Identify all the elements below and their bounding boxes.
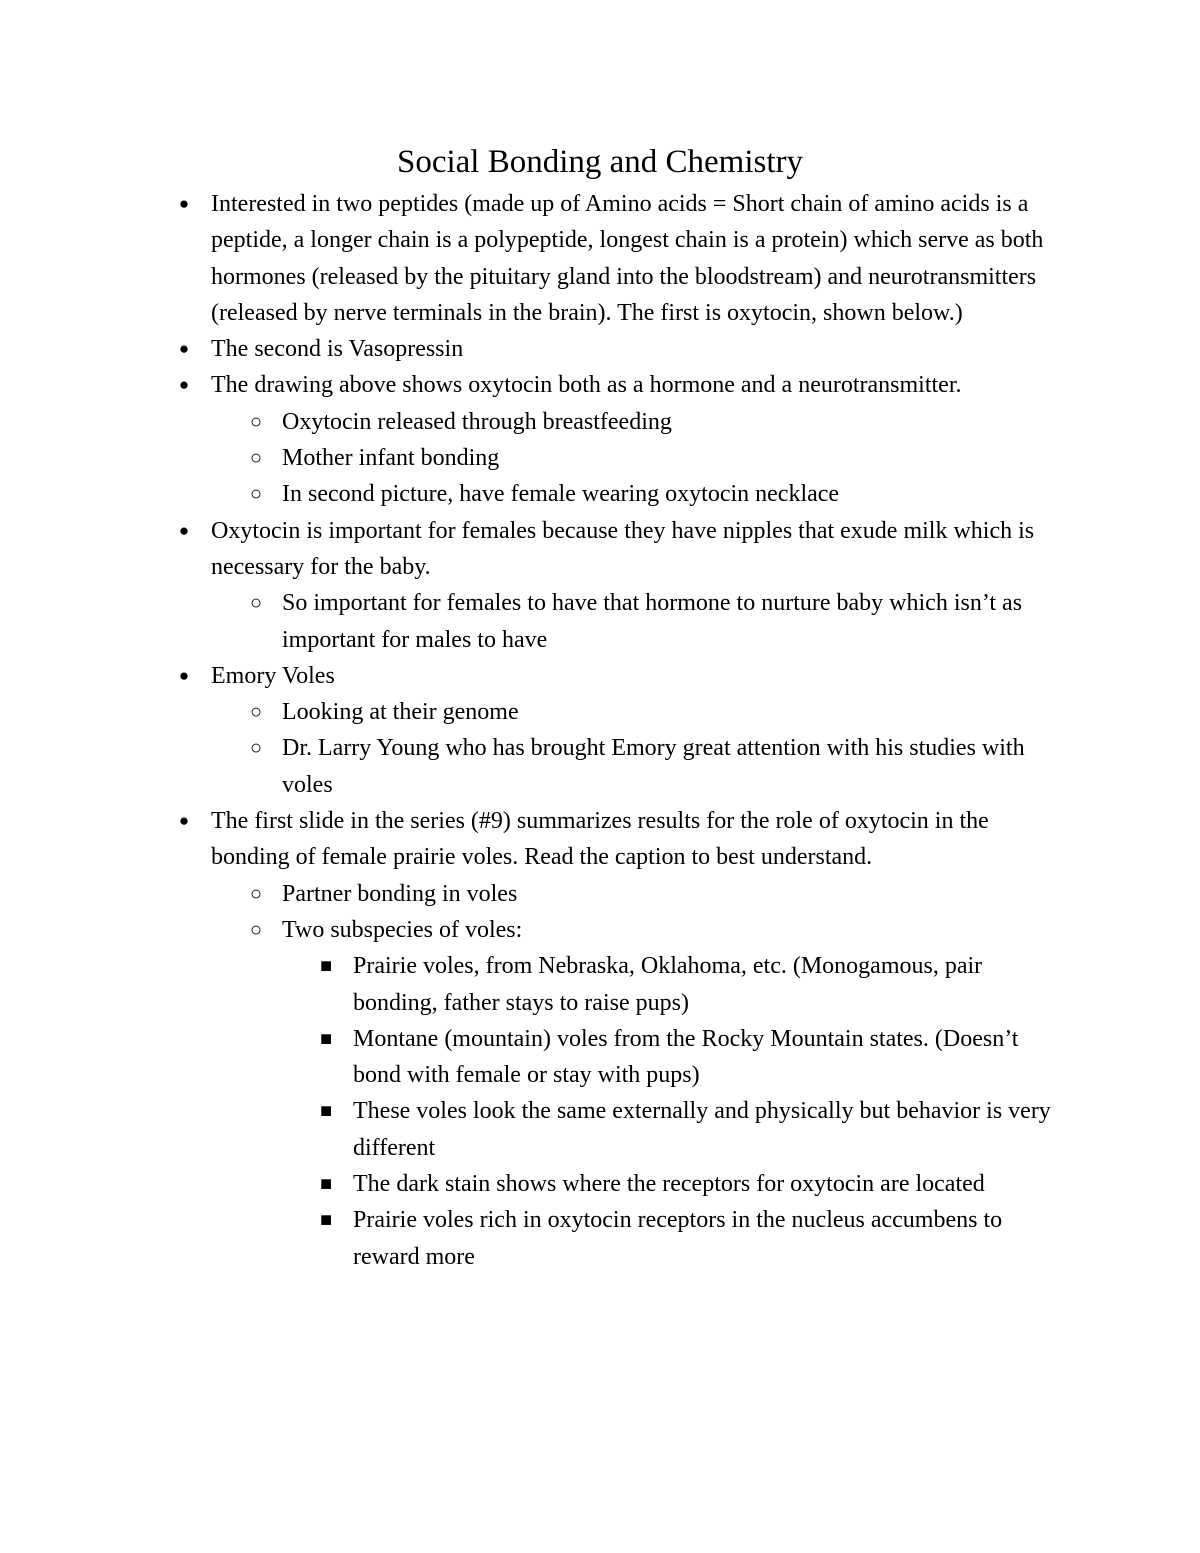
list-item — [0, 730, 1062, 803]
list-item — [0, 404, 1062, 440]
bullet-hollow-circle-icon: ○ — [249, 592, 263, 615]
list-item — [0, 658, 1061, 694]
bullet-filled-square-icon: ■ — [319, 955, 333, 978]
list-item — [0, 912, 1062, 948]
list-item — [0, 367, 1061, 403]
bullet-filled-circle-icon: ● — [178, 811, 190, 831]
bullet-filled-circle-icon: ● — [178, 194, 190, 213]
list-item — [0, 876, 1062, 912]
bullet-hollow-circle-icon: ○ — [249, 882, 263, 905]
list-item-text: These voles look the same externally and physically but behavior is very different — [353, 1098, 1051, 1161]
list-item — [0, 440, 1062, 476]
list-item-text: Montane (mountain) voles from the Rocky Mountain states. (Doesn’t bond with female or stay with pups) — [353, 1025, 1019, 1089]
bullet-filled-square-icon: ■ — [319, 1027, 333, 1050]
bullet-hollow-circle-icon: ○ — [249, 483, 263, 506]
bullet-hollow-circle-icon: ○ — [249, 410, 263, 433]
list-item — [0, 1202, 1053, 1275]
list-item-text: The dark stain shows where the receptors for oxytocin are located — [353, 1171, 985, 1198]
list-item-text: The first slide in the series (#9) summarizes results for the role of oxytocin in the bonding of female prairie voles. Read the caption to best understand. — [211, 808, 989, 871]
list-item — [0, 948, 1053, 1021]
list-item-text: Prairie voles rich in oxytocin receptors in the nucleus accumbens to reward more — [353, 1207, 1003, 1270]
bullet-filled-square-icon: ■ — [319, 1209, 333, 1232]
bullet-filled-circle-icon: ● — [178, 375, 190, 395]
bullet-filled-circle-icon: ● — [178, 520, 190, 540]
list-item-text: The second is Vasopressin — [211, 336, 464, 363]
list-item-text: Oxytocin released through breastfeeding — [282, 408, 672, 435]
list-item-text: Prairie voles, from Nebraska, Oklahoma, etc. (Monogamous, pair bonding, father stays to raise pups) — [353, 953, 983, 1016]
list-item-text: In second picture, have female wearing oxytocin necklace — [282, 481, 840, 508]
list-item-text: Partner bonding in voles — [282, 880, 518, 907]
list-item — [0, 1093, 1053, 1166]
list-item — [0, 585, 1062, 658]
list-item — [0, 476, 1062, 512]
list-item-text: So important for females to have that hormone to nurture baby which isn’t as important for males to have — [282, 590, 1023, 653]
bullet-filled-circle-icon: ● — [178, 339, 190, 359]
list-item-text: Emory Voles — [211, 662, 335, 689]
list-item — [0, 803, 1061, 876]
bullet-hollow-circle-icon: ○ — [249, 701, 263, 724]
bullet-filled-square-icon: ■ — [319, 1100, 333, 1123]
bullet-hollow-circle-icon: ○ — [249, 737, 263, 760]
list-item-text: Dr. Larry Young who has brought Emory great attention with his studies with voles — [282, 735, 1025, 798]
bullet-filled-circle-icon: ● — [178, 665, 190, 685]
list-item-text: Oxytocin is important for females because they have nipples that exude milk which is necessary for the baby. — [211, 517, 1035, 580]
list-item — [0, 694, 1062, 730]
bullet-hollow-circle-icon: ○ — [249, 447, 263, 470]
list-item-text: Mother infant bonding — [282, 445, 500, 472]
bullet-filled-square-icon: ■ — [319, 1173, 333, 1196]
bullet-list — [0, 186, 1200, 1275]
list-item — [0, 331, 1061, 367]
list-item — [0, 1021, 1053, 1094]
bullet-hollow-circle-icon: ○ — [249, 918, 263, 941]
list-item — [0, 1166, 1053, 1202]
list-item — [0, 513, 1061, 586]
list-item-text: The drawing above shows oxytocin both as a hormone and a neurotransmitter. — [211, 372, 962, 399]
list-item-text: Interested in two peptides (made up of Amino acids = Short chain of amino acids is a peptide, a longer chain is a polypeptide, longest chain is a protein) which serve as both hormones (released by the pituitary gland into the bloodstream) and neurotransmitters (released by nerve terminals in the brain). The first is oxytocin, shown below.) — [211, 191, 1044, 326]
list-item-text: Looking at their genome — [282, 699, 519, 726]
page-title: Social Bonding and Chemistry — [396, 144, 804, 180]
list-item-text: Two subspecies of voles: — [282, 916, 523, 943]
list-item — [0, 186, 1061, 331]
